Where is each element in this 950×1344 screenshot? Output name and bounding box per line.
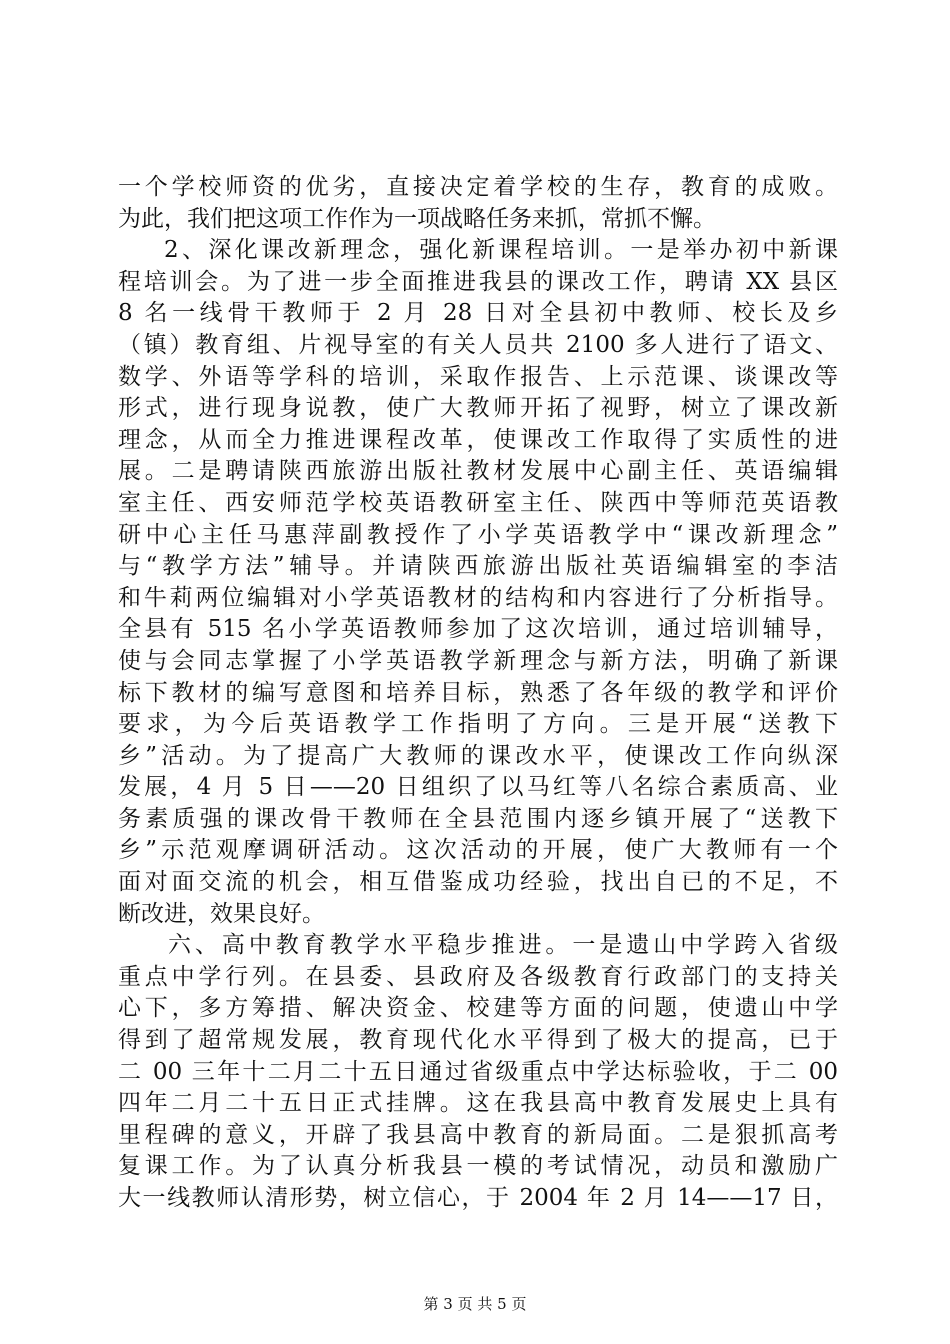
text-line: 要求，为今后英语教学工作指明了方向。三是开展“送教下 bbox=[118, 711, 838, 738]
text-line: 里程碑的意义，开辟了我县高中教育的新局面。二是狠抓高考 bbox=[118, 1121, 838, 1148]
text-line: （镇）教育组、片视导室的有关人员共 2100 多人进行了语文、 bbox=[118, 331, 838, 358]
text-line: 室主任、西安师范学校英语教研室主任、陕西中等师范英语教 bbox=[118, 489, 838, 516]
text-line: 发展，4 月 5 日——20 日组织了以马红等八名综合素质高、业 bbox=[118, 774, 838, 801]
text-line: 和牛莉两位编辑对小学英语教材的结构和内容进行了分析指导。 bbox=[118, 584, 838, 611]
text-line: 标下教材的编写意图和培养目标，熟悉了各年级的教学和评价 bbox=[118, 679, 838, 706]
text-line: 8 名一线骨干教师于 2 月 28 日对全县初中教师、校长及乡 bbox=[118, 300, 838, 327]
text-line: 乡”示范观摩调研活动。这次活动的开展，使广大教师有一个 bbox=[118, 837, 838, 864]
text-line: 理念，从而全力推进课程改革，使课改工作取得了实质性的进 bbox=[118, 426, 838, 453]
text-line: 研中心主任马惠萍副教授作了小学英语教学中“课改新理念” bbox=[118, 521, 838, 548]
text-line: 务素质强的课改骨干教师在全县范围内逐乡镇开展了“送教下 bbox=[118, 805, 838, 832]
text-line: 四年二月二十五日正式挂牌。这在我县高中教育发展史上具有 bbox=[118, 1090, 838, 1117]
document-body bbox=[118, 172, 838, 1215]
text-line: 展。二是聘请陕西旅游出版社教材发展中心副主任、英语编辑 bbox=[118, 458, 838, 485]
text-line: 二 00 三年十二月二十五日通过省级重点中学达标验收，于二 00 bbox=[118, 1058, 838, 1085]
text-line: 数学、外语等学科的培训，采取作报告、上示范课、谈课改等 bbox=[118, 363, 838, 390]
text-line: 重点中学行列。在县委、县政府及各级教育行政部门的支持关 bbox=[118, 963, 838, 990]
text-line: 程培训会。为了进一步全面推进我县的课改工作，聘请 XX 县区 bbox=[118, 268, 838, 295]
text-line: 使与会同志掌握了小学英语教学新理念与新方法，明确了新课 bbox=[118, 647, 838, 674]
text-line: 与“教学方法”辅导。并请陕西旅游出版社英语编辑室的李洁 bbox=[118, 553, 838, 580]
text-line: 断改进，效果良好。 bbox=[118, 900, 325, 927]
text-line: 一个学校师资的优劣，直接决定着学校的生存，教育的成败。 bbox=[118, 174, 838, 200]
text-line: 六、高中教育教学水平稳步推进。一是遗山中学跨入省级 bbox=[164, 932, 838, 959]
page-footer: 第 3 页 共 5 页 bbox=[423, 1295, 527, 1313]
text-line: 形式，进行现身说教，使广大教师开拓了视野，树立了课改新 bbox=[118, 395, 838, 422]
text-line: 复课工作。为了认真分析我县一模的考试情况，动员和激励广 bbox=[118, 1153, 838, 1180]
text-line: 乡”活动。为了提高广大教师的课改水平，使课改工作向纵深 bbox=[118, 742, 838, 769]
text-line: 为此，我们把这项工作作为一项战略任务来抓，常抓不懈。 bbox=[118, 205, 716, 232]
text-line: 面对面交流的机会，相互借鉴成功经验，找出自已的不足，不 bbox=[118, 869, 838, 896]
text-line: 心下，多方筹措、解决资金、校建等方面的问题，使遗山中学 bbox=[118, 995, 838, 1022]
text-line: 大一线教师认清形势，树立信心，于 2004 年 2 月 14——17 日， bbox=[118, 1185, 838, 1211]
text-line: 全县有 515 名小学英语教师参加了这次培训，通过培训辅导， bbox=[118, 616, 838, 643]
text-line: 得到了超常规发展，教育现代化水平得到了极大的提高，已于 bbox=[118, 1027, 838, 1054]
text-line: 2、深化课改新理念，强化新课程培训。一是举办初中新课 bbox=[164, 237, 838, 264]
